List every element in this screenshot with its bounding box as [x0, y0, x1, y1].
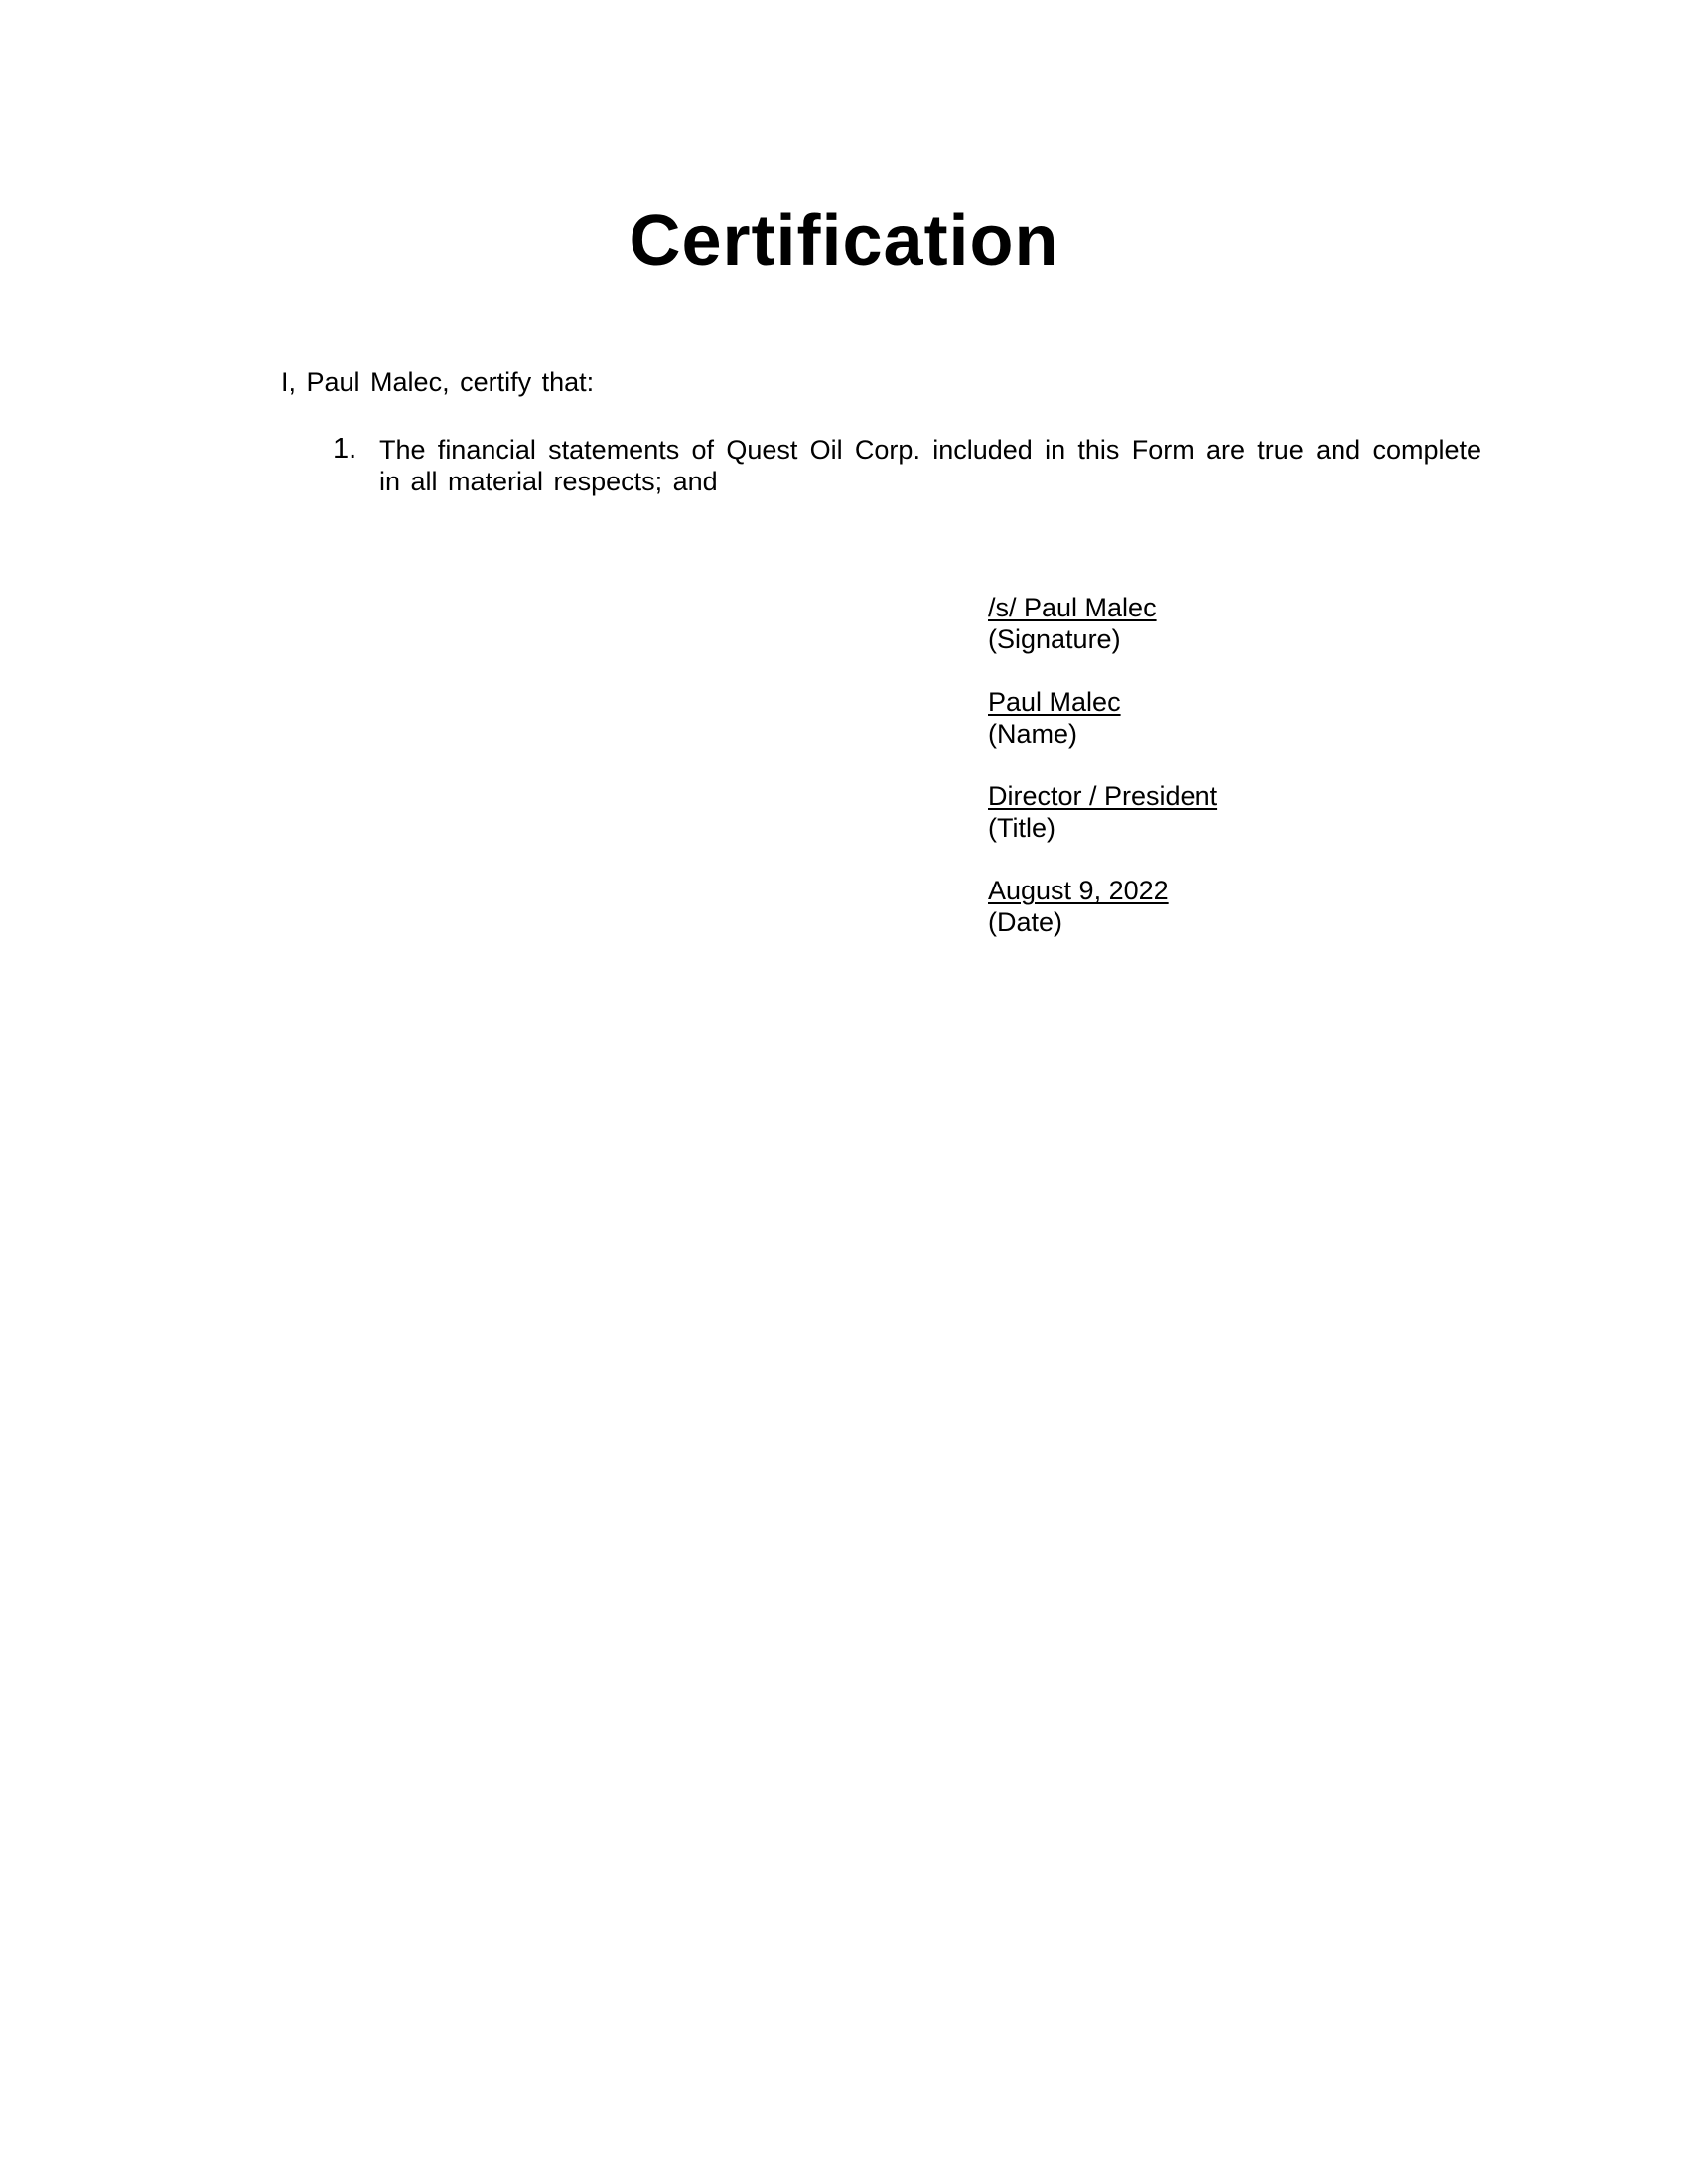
- signature-caption: (Signature): [988, 624, 1121, 654]
- date-value: August 9, 2022: [988, 876, 1169, 905]
- certification-intro: I, Paul Malec, certify that:: [281, 367, 595, 397]
- date-caption: (Date): [988, 907, 1063, 937]
- list-item-text: The financial statements of Quest Oil Corp. included in this Form are true and complete in all material respects; and: [379, 435, 1481, 496]
- name-value: Paul Malec: [988, 687, 1121, 717]
- title-caption: (Title): [988, 813, 1055, 843]
- date-field: [988, 875, 1425, 938]
- page-title: Certification: [629, 202, 1059, 281]
- signature-field: [988, 592, 1425, 655]
- list-item-number: 1.: [333, 433, 357, 465]
- title-field: [988, 780, 1425, 844]
- name-caption: (Name): [988, 719, 1078, 749]
- title-value: Director / President: [988, 781, 1218, 811]
- signature-value: /s/ Paul Malec: [988, 593, 1157, 622]
- name-field: [988, 686, 1425, 750]
